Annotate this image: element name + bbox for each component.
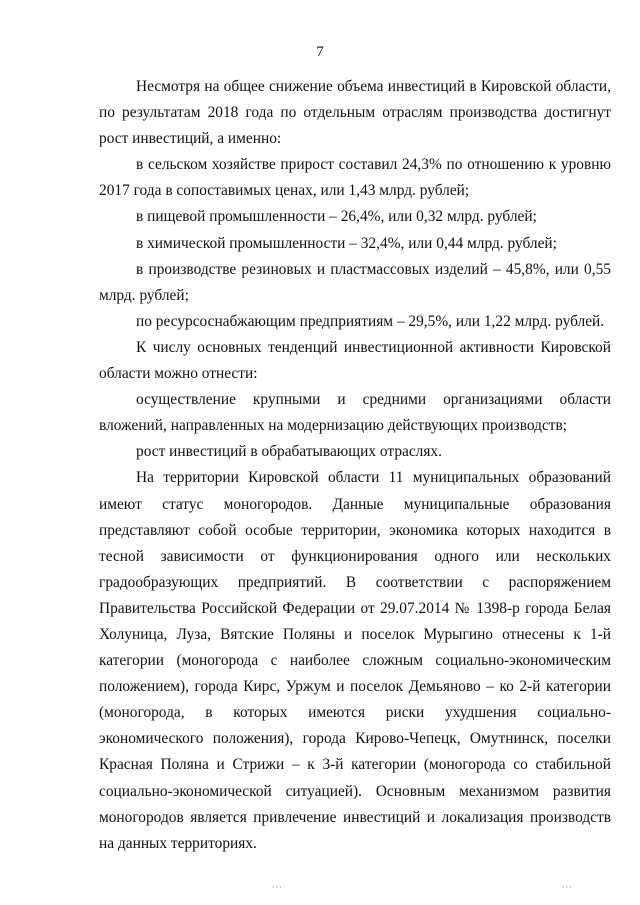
paragraph: в химической промышленности – 32,4%, или 0,44 млрд. рублей; [136, 234, 557, 252]
page-number: 7 [316, 44, 324, 60]
paragraph: осуществление крупными и средними организациями области вложений, направленных на модернизацию действующих производств; [99, 391, 611, 435]
paragraph: в производстве резиновых и пластмассовых изделий – 45,8%, или 0,55 млрд. рублей; [99, 260, 611, 304]
paragraph: К числу основных тенденций инвестиционной активности Кировской области можно отнести: [99, 338, 611, 383]
scan-mark: ‧‧‧ [562, 883, 573, 892]
paragraph: На территории Кировской области 11 муниципальных образований имеют статус моногородов. Данные муниципальные образования представляют собой особые территории, экономика которых находится в тесной зависимости от функционирования одного или нескольких градообразующих предприятий. В соответствии с распоряжением Правительства Российской Федерации от 29.07.2014 № 1398-р города Белая Холуница, Луза, Вятские Поляны и поселок Мурыгино отнесены к 1-й категории (моногорода с наиболее сложным социально-экономическим положением), города Кирс, Уржум и поселок Демьяново – ко 2-й категории (моногорода, в которых имеются риски ухудшения социально-экономического положения), города Кирово-Чепецк, Омутнинск, поселки Красная Поляна и Стрижи – к 3-й категории (моногорода со стабильной социально-экономической ситуацией). Основным механизмом развития моногородов является привлечение инвестиций и локализация производств на данных территориях. [99, 469, 611, 852]
scan-mark: ‧‧‧ [272, 883, 283, 892]
document-body [99, 74, 611, 857]
paragraph: в пищевой промышленности – 26,4%, или 0,32 млрд. рублей; [136, 208, 537, 226]
paragraph: Несмотря на общее снижение объема инвестиций в Кировской области, по результатам 2018 года по отдельным отраслям производства достигнут рост инвестиций, а именно: [99, 78, 611, 148]
paragraph: в сельском хозяйстве прирост составил 24,3% по отношению к уровню 2017 года в сопоставимых ценах, или 1,43 млрд. рублей; [99, 156, 611, 200]
paragraph: по ресурсоснабжающим предприятиям – 29,5%, или 1,22 млрд. рублей. [136, 312, 605, 330]
paragraph: рост инвестиций в обрабатывающих отраслях. [136, 443, 442, 461]
